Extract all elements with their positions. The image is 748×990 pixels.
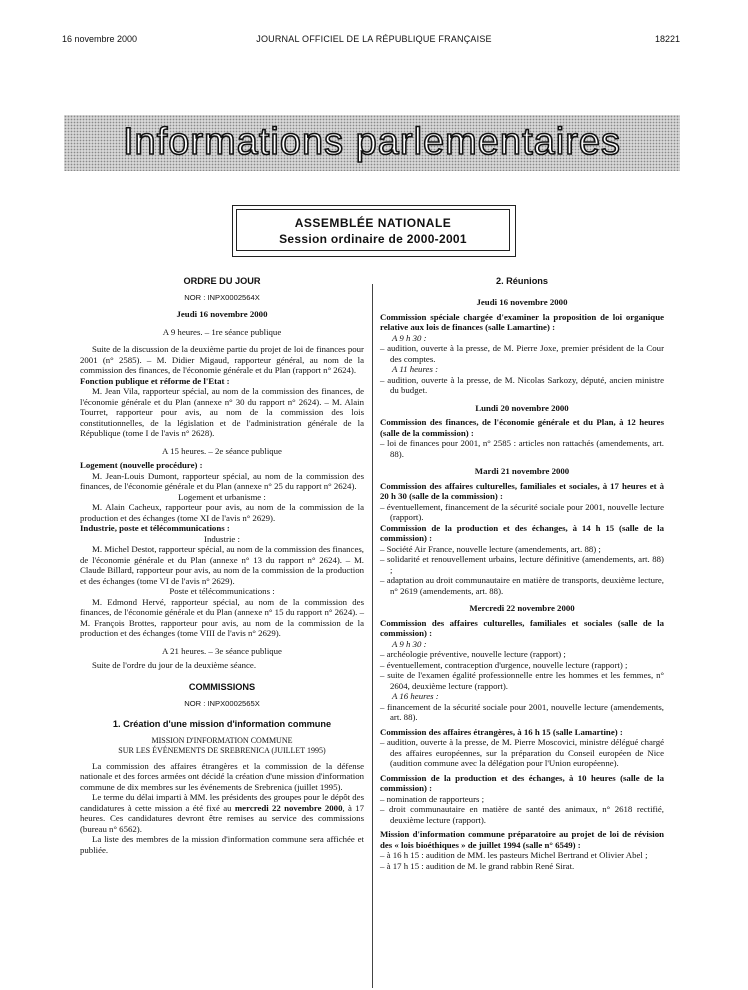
r7-item2: – droit communautaire en matière de santé des animaux, n° 2618 rectifié, deuxième lecture (rapport). bbox=[380, 804, 664, 825]
right-column bbox=[380, 276, 664, 871]
mission-text3: La liste des membres de la mission d'information commune sera affichée et publiée. bbox=[80, 834, 364, 855]
seance3-text: Suite de l'ordre du jour de la deuxième séance. bbox=[92, 660, 257, 670]
r2-item1: – loi de finances pour 2001, n° 2585 : articles non rattachés (amendements, art. 88). bbox=[380, 438, 664, 459]
seance2-subtopic1: Logement et urbanisme : bbox=[178, 491, 266, 502]
assembly-name: ASSEMBLÉE NATIONALE bbox=[294, 216, 452, 230]
seance2-topic2: Industrie, poste et télécommunications : bbox=[80, 523, 230, 533]
mission-text2-c: , à 17 heures. Ces candidatures devront être remises au service des commissions (bureau n° 6562). bbox=[80, 802, 364, 834]
section-banner bbox=[64, 115, 680, 171]
header-date: 16 novembre 2000 bbox=[62, 34, 138, 44]
ordre-date: Jeudi 16 novembre 2000 bbox=[176, 309, 268, 319]
seance2-heading: A 15 heures. – 2e séance publique bbox=[162, 445, 282, 456]
r8-mission: Mission d'information commune préparatoire au projet de loi de révision des « lois bioéthiques » de juillet 1994 (salle n° 6549) : bbox=[380, 829, 664, 850]
r7-item1: – nomination de rapporteurs ; bbox=[380, 793, 485, 804]
seance2-subtopic3: Poste et télécommunications : bbox=[169, 586, 275, 596]
r5-item2: – éventuellement, contraception d'urgence, nouvelle lecture (rapport) ; bbox=[380, 659, 628, 670]
r1-commission: Commission spéciale chargée d'examiner la proposition de loi organique relative aux lois de finances (salle Lamartine) : bbox=[380, 311, 664, 332]
commissions-title: COMMISSIONS bbox=[188, 681, 256, 692]
ordre-nor: NOR : INPX0002564X bbox=[184, 293, 260, 302]
r4-item1: – Société Air France, nouvelle lecture (amendements, art. 88) ; bbox=[380, 543, 601, 554]
r3-item1: – éventuellement, financement de la sécurité sociale pour 2001, nouvelle lecture (rapport). bbox=[380, 501, 664, 522]
left-column bbox=[80, 276, 364, 855]
r8-item1: – à 16 h 15 : audition de MM. les pasteurs Michel Bertrand et Olivier Abel ; bbox=[380, 850, 648, 860]
header-page-number: 18221 bbox=[654, 34, 680, 44]
r5-item3: – suite de l'examen égalité professionnelle entre les hommes et les femmes, n° 2604, deuxième lecture (rapport). bbox=[380, 670, 664, 691]
seance1-text2: M. Jean Vila, rapporteur spécial, au nom de la commission des finances, de l'économie générale et du Plan (annexe n° 30 du rapport n° 2624). – M. Alain Tourret, rapporteur pour avis, au nom de la commission des lois constitutionnelles, de la législation et de l'administration générale de la République (tome I de l'avis n° 2628). bbox=[80, 386, 364, 438]
r7-commission: Commission de la production et des échanges, à 10 heures (salle de la commission) : bbox=[380, 772, 664, 793]
column-divider bbox=[372, 284, 373, 988]
r1-item2: – audition, ouverte à la presse, de M. Nicolas Sarkozy, député, ancien ministre du budget. bbox=[380, 374, 664, 395]
date-mercredi-22: Mercredi 22 novembre 2000 bbox=[469, 603, 575, 613]
seance2-text3: M. Michel Destot, rapporteur spécial, au nom de la commission des finances, de l'économie générale et du Plan (annexe n° 13 du rapport n° 2624). – M. Claude Billard, rapporteur pour avis, au nom de la commission de la production et des échanges (tome VI de l'avis n° 2629). bbox=[80, 544, 364, 586]
r5-item1: – archéologie préventive, nouvelle lecture (rapport) ; bbox=[380, 649, 566, 659]
mission-deadline: mercredi 22 novembre 2000 bbox=[234, 802, 343, 813]
r1-item1: – audition, ouverte à la presse, de M. Pierre Joxe, premier président de la Cour des comptes. bbox=[380, 343, 664, 364]
creation-mission-title: 1. Création d'une mission d'information commune bbox=[112, 718, 332, 729]
commissions-nor: NOR : INPX0002565X bbox=[184, 698, 260, 708]
date-mardi-21: Mardi 21 novembre 2000 bbox=[474, 466, 570, 476]
reunions-title: 2. Réunions bbox=[495, 276, 549, 286]
r8-item2: – à 17 h 15 : audition de M. le grand rabbin René Sirat. bbox=[380, 860, 575, 871]
banner-title: Informations parlementaires bbox=[123, 121, 621, 163]
r2-commission: Commission des finances, de l'économie générale et du Plan, à 12 heures (salle de la commission) : bbox=[380, 417, 664, 438]
ordre-du-jour-title: ORDRE DU JOUR bbox=[183, 276, 261, 286]
date-jeudi-16: Jeudi 16 novembre 2000 bbox=[476, 297, 568, 307]
seance2-subtopic2: Industrie : bbox=[204, 533, 240, 544]
session-name: Session ordinaire de 2000-2001 bbox=[279, 232, 467, 246]
seance1-heading: A 9 heures. – 1re séance publique bbox=[162, 326, 282, 337]
seance2-text4: M. Edmond Hervé, rapporteur spécial, au nom de la commission des finances, de l'économie générale et du Plan (annexe n° 15 du rapport n° 2624). – M. François Brottes, rapporteur pour avis, au nom de la commission de la production et des échanges (tome VIII de l'avis n° 2629). bbox=[80, 596, 364, 638]
r4-item3: – adaptation au droit communautaire en matière de transports, deuxième lecture, n° 2619 (amendements, art. 88). bbox=[380, 575, 664, 596]
r5-time2: A 16 heures : bbox=[392, 691, 439, 701]
r1-time1: A 9 h 30 : bbox=[392, 332, 427, 343]
r5-item4: – financement de la sécurité sociale pour 2001, nouvelle lecture (amendements, art. 88). bbox=[380, 701, 664, 722]
seance3-heading: A 21 heures. – 3e séance publique bbox=[162, 645, 282, 656]
r4-item2: – solidarité et renouvellement urbains, lecture définitive (amendements, art. 88) ; bbox=[380, 554, 664, 575]
r5-commission: Commission des affaires culturelles, familiales et sociales (salle de la commission) : bbox=[380, 617, 664, 638]
seance1-topic: Fonction publique et réforme de l'Etat : bbox=[80, 375, 230, 386]
mission-name-line2: SUR LES ÉVÉNEMENTS DE SREBRENICA (JUILLET 1995) bbox=[118, 746, 326, 755]
r4-commission: Commission de la production et des échanges, à 14 h 15 (salle de la commission) : bbox=[380, 522, 664, 543]
mission-name-line1: MISSION D'INFORMATION COMMUNE bbox=[151, 735, 293, 745]
seance2-text1: M. Jean-Louis Dumont, rapporteur spécial, au nom de la commission des finances, de l'économie générale et du Plan (annexe n° 25 du rapport n° 2624). bbox=[80, 470, 364, 491]
r6-commission: Commission des affaires étrangères, à 16 h 15 (salle Lamartine) : bbox=[380, 726, 623, 737]
mission-text1: La commission des affaires étrangères et la commission de la défense nationale et des forces armées ont décidé la création d'une mission d'information commune de dix membres sur les événements de Srebrenica (juillet 1995). bbox=[80, 760, 364, 792]
r6-item1: – audition, ouverte à la presse, de M. Pierre Moscovici, ministre délégué chargé des affaires européennes, sur la préparation du Conseil européen de Nice (audition commune avec la délégation pour l'Union européenne). bbox=[380, 737, 664, 768]
seance2-text2: M. Alain Cacheux, rapporteur pour avis, au nom de la commission de la production et des échanges (tome XI de l'avis n° 2629). bbox=[80, 502, 364, 523]
seance1-text: Suite de la discussion de la deuxième partie du projet de loi de finances pour 2001 (n° 2585). – M. Didier Migaud, rapporteur général, au nom de la commission des finances, de l'économie générale et du Plan (rapport n° 2624). bbox=[80, 344, 364, 375]
r5-time1: A 9 h 30 : bbox=[392, 638, 427, 649]
r3-commission: Commission des affaires culturelles, familiales et sociales, à 17 heures et à 20 h 30 (salle de la commission) : bbox=[380, 480, 664, 501]
mission-text2 bbox=[80, 792, 364, 834]
page-header bbox=[0, 34, 748, 48]
mission-text2-a: Le terme du délai imparti à MM. les présidents des groupes pour le dépôt des candidatures à cette mission a été fixé au bbox=[80, 792, 364, 813]
r1-time2: A 11 heures : bbox=[392, 364, 439, 374]
header-journal: JOURNAL OFFICIEL DE LA RÉPUBLIQUE FRANÇAISE bbox=[256, 34, 492, 44]
assembly-box bbox=[236, 209, 510, 251]
date-lundi-20: Lundi 20 novembre 2000 bbox=[475, 402, 569, 413]
seance2-topic1: Logement (nouvelle procédure) : bbox=[80, 460, 203, 470]
